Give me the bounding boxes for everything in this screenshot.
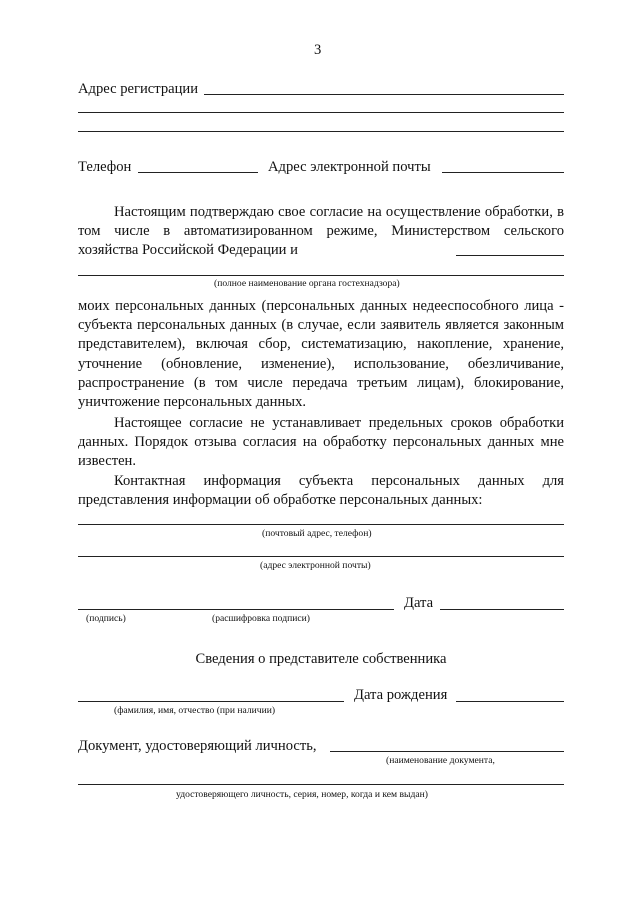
consent-intro: Настоящим подтверждаю свое согласие на осуществление обработки, в том числе в автоматизированном режиме, Министерством сельского хозяйства Российской Федерации и xyxy=(78,204,564,259)
caption-email: (адрес электронной почты) xyxy=(260,560,371,571)
identity-doc-label: Документ, удостоверяющий личность, xyxy=(78,738,317,754)
postal-address-line[interactable] xyxy=(78,524,564,525)
consent-period: Настоящее согласие не устанавливает предельных сроков обработки данных. Порядок отзыва согласия на обработку персональных данных мне известен. xyxy=(78,415,564,470)
email-line[interactable] xyxy=(442,172,564,173)
phone-label: Телефон xyxy=(78,159,132,175)
caption-doc-details: удостоверяющего личность, серия, номер, когда и кем выдан) xyxy=(176,789,428,800)
identity-doc-line[interactable] xyxy=(330,751,564,752)
caption-postal: (почтовый адрес, телефон) xyxy=(262,528,372,539)
contact-info: Контактная информация субъекта персональных данных для представления информации об обработке персональных данных: xyxy=(78,473,564,509)
registration-address-line[interactable] xyxy=(204,94,564,95)
fullname-line[interactable] xyxy=(78,701,344,702)
birth-date-label: Дата рождения xyxy=(354,687,448,703)
caption-signature: (подпись) xyxy=(86,613,126,624)
email-label: Адрес электронной почты xyxy=(268,159,431,175)
page-number: 3 xyxy=(314,42,322,58)
registration-address-line-2[interactable] xyxy=(78,112,564,113)
caption-signature-decode: (расшифровка подписи) xyxy=(212,613,310,624)
birth-date-line[interactable] xyxy=(456,701,564,702)
caption-authority: (полное наименование органа гостехнадзора) xyxy=(214,278,400,289)
date-label: Дата xyxy=(404,595,434,611)
registration-address-label: Адрес регистрации xyxy=(78,81,199,97)
consent-body: моих персональных данных (персональных данных недееспособного лица - субъекта персональных данных (в случае, если заявитель является законным представителем), включая сбор, систематизацию, накопление, хранение, уточнение (обновление, изменение), использование, обезличивание, распространение (в том числе передача третьим лицам), блокирование, уничтожение персональных данных. xyxy=(78,298,564,411)
signature-line[interactable] xyxy=(78,609,394,610)
authority-name-line[interactable] xyxy=(456,255,564,256)
authority-name-line-2[interactable] xyxy=(78,275,564,276)
contact-email-line[interactable] xyxy=(78,556,564,557)
phone-line[interactable] xyxy=(138,172,258,173)
caption-doc-name: (наименование документа, xyxy=(386,755,495,766)
identity-doc-details-line[interactable] xyxy=(78,784,564,785)
caption-fullname: (фамилия, имя, отчество (при наличии) xyxy=(114,705,276,716)
registration-address-line-3[interactable] xyxy=(78,131,564,132)
date-line[interactable] xyxy=(440,609,564,610)
representative-heading: Сведения о представителе собственника xyxy=(195,651,447,667)
